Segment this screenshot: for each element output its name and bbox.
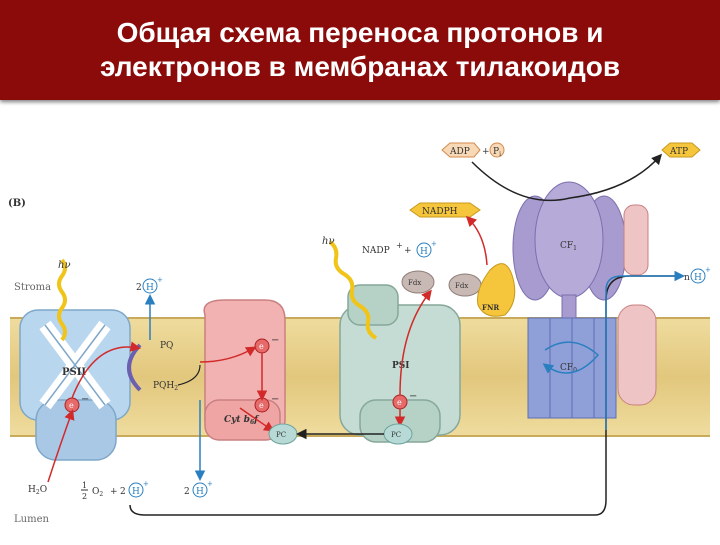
title-banner bbox=[0, 0, 720, 100]
half-num: 1 bbox=[82, 481, 88, 490]
nadph-label: NADPH bbox=[422, 207, 458, 217]
cf0-label: $CF_0$ bbox=[560, 363, 577, 374]
lumen-label: Lumen bbox=[14, 514, 49, 525]
nadp-plus-2: + bbox=[404, 246, 412, 256]
pi-label: $P_i$ bbox=[493, 147, 501, 158]
water-h-coef: 2 bbox=[120, 487, 126, 497]
psii-label: PSII bbox=[62, 367, 87, 378]
fdx-label-1: Fdx bbox=[408, 279, 422, 287]
svg-text:−: − bbox=[81, 394, 90, 405]
psi-label: PSI bbox=[392, 361, 410, 371]
proton-lumen-2-label: H bbox=[196, 487, 204, 497]
adp-pi bbox=[442, 143, 504, 158]
nadp-plus: + bbox=[396, 241, 403, 250]
proton-stroma-label: H bbox=[146, 283, 154, 293]
atp-label: ATP bbox=[670, 147, 689, 157]
slide-title bbox=[100, 16, 620, 84]
svg-text:−: − bbox=[271, 335, 280, 346]
title-line-2: электронов в мембранах тилакоидов bbox=[99, 51, 621, 82]
stroma-label: Stroma bbox=[14, 282, 52, 293]
adp-plus: + bbox=[482, 147, 490, 157]
adp-label: ADP bbox=[450, 147, 470, 157]
nadp-label: NADP bbox=[362, 246, 390, 256]
stroma-n-coef: n bbox=[684, 273, 690, 283]
lumen-h-coef: 2 bbox=[184, 487, 190, 497]
nadph-product bbox=[410, 203, 480, 217]
svg-text:PC: PC bbox=[276, 431, 287, 439]
cf1-label: $CF_1$ bbox=[560, 241, 577, 252]
stroma-h-coef: 2 bbox=[136, 283, 142, 293]
svg-text:e: e bbox=[259, 342, 264, 351]
proton-nadp-label: H bbox=[420, 247, 428, 257]
h2o-label: $H_2O$ bbox=[28, 485, 48, 496]
proton-lumen-1-plus: + bbox=[143, 480, 149, 488]
cytb6f-complex bbox=[204, 300, 285, 440]
proton-atp-label: H bbox=[694, 273, 702, 283]
light-label-psi: hν bbox=[322, 236, 335, 247]
pq-label: PQ bbox=[160, 341, 174, 351]
atp-product bbox=[662, 143, 700, 157]
light-label-psii: hν bbox=[58, 260, 71, 271]
proton-nadp-plus: + bbox=[431, 240, 437, 248]
svg-text:e: e bbox=[259, 401, 264, 410]
psii-complex bbox=[20, 310, 130, 460]
fdx-label-2: Fdx bbox=[455, 282, 469, 290]
svg-text:PC: PC bbox=[391, 431, 402, 439]
atp-synthase bbox=[513, 182, 656, 418]
svg-text:e: e bbox=[69, 401, 74, 410]
half-den: 2 bbox=[82, 492, 88, 501]
panel-label: (B) bbox=[8, 198, 26, 209]
title-line-1: Общая схема переноса протонов и bbox=[116, 17, 604, 48]
fnr-label: FNR bbox=[482, 303, 500, 312]
diagram-area bbox=[0, 100, 720, 540]
proton-lumen-2-plus: + bbox=[207, 480, 213, 488]
pqh2-label: $PQH_2$ bbox=[153, 381, 179, 392]
proton-atp-plus: + bbox=[705, 266, 711, 274]
pc-right bbox=[384, 424, 412, 444]
nadph-arrow bbox=[468, 218, 487, 265]
svg-text:−: − bbox=[409, 391, 418, 402]
cytb6f-label: Cyt $b_6f$ bbox=[224, 415, 259, 426]
thylakoid-diagram bbox=[0, 100, 720, 540]
water-plus: + bbox=[110, 487, 118, 497]
o2-label: $O_2$ bbox=[92, 487, 104, 498]
svg-text:−: − bbox=[271, 394, 280, 405]
proton-lumen-1-label: H bbox=[132, 487, 140, 497]
svg-text:e: e bbox=[397, 398, 402, 407]
proton-stroma-plus: + bbox=[157, 276, 163, 284]
pc-left bbox=[269, 424, 297, 444]
